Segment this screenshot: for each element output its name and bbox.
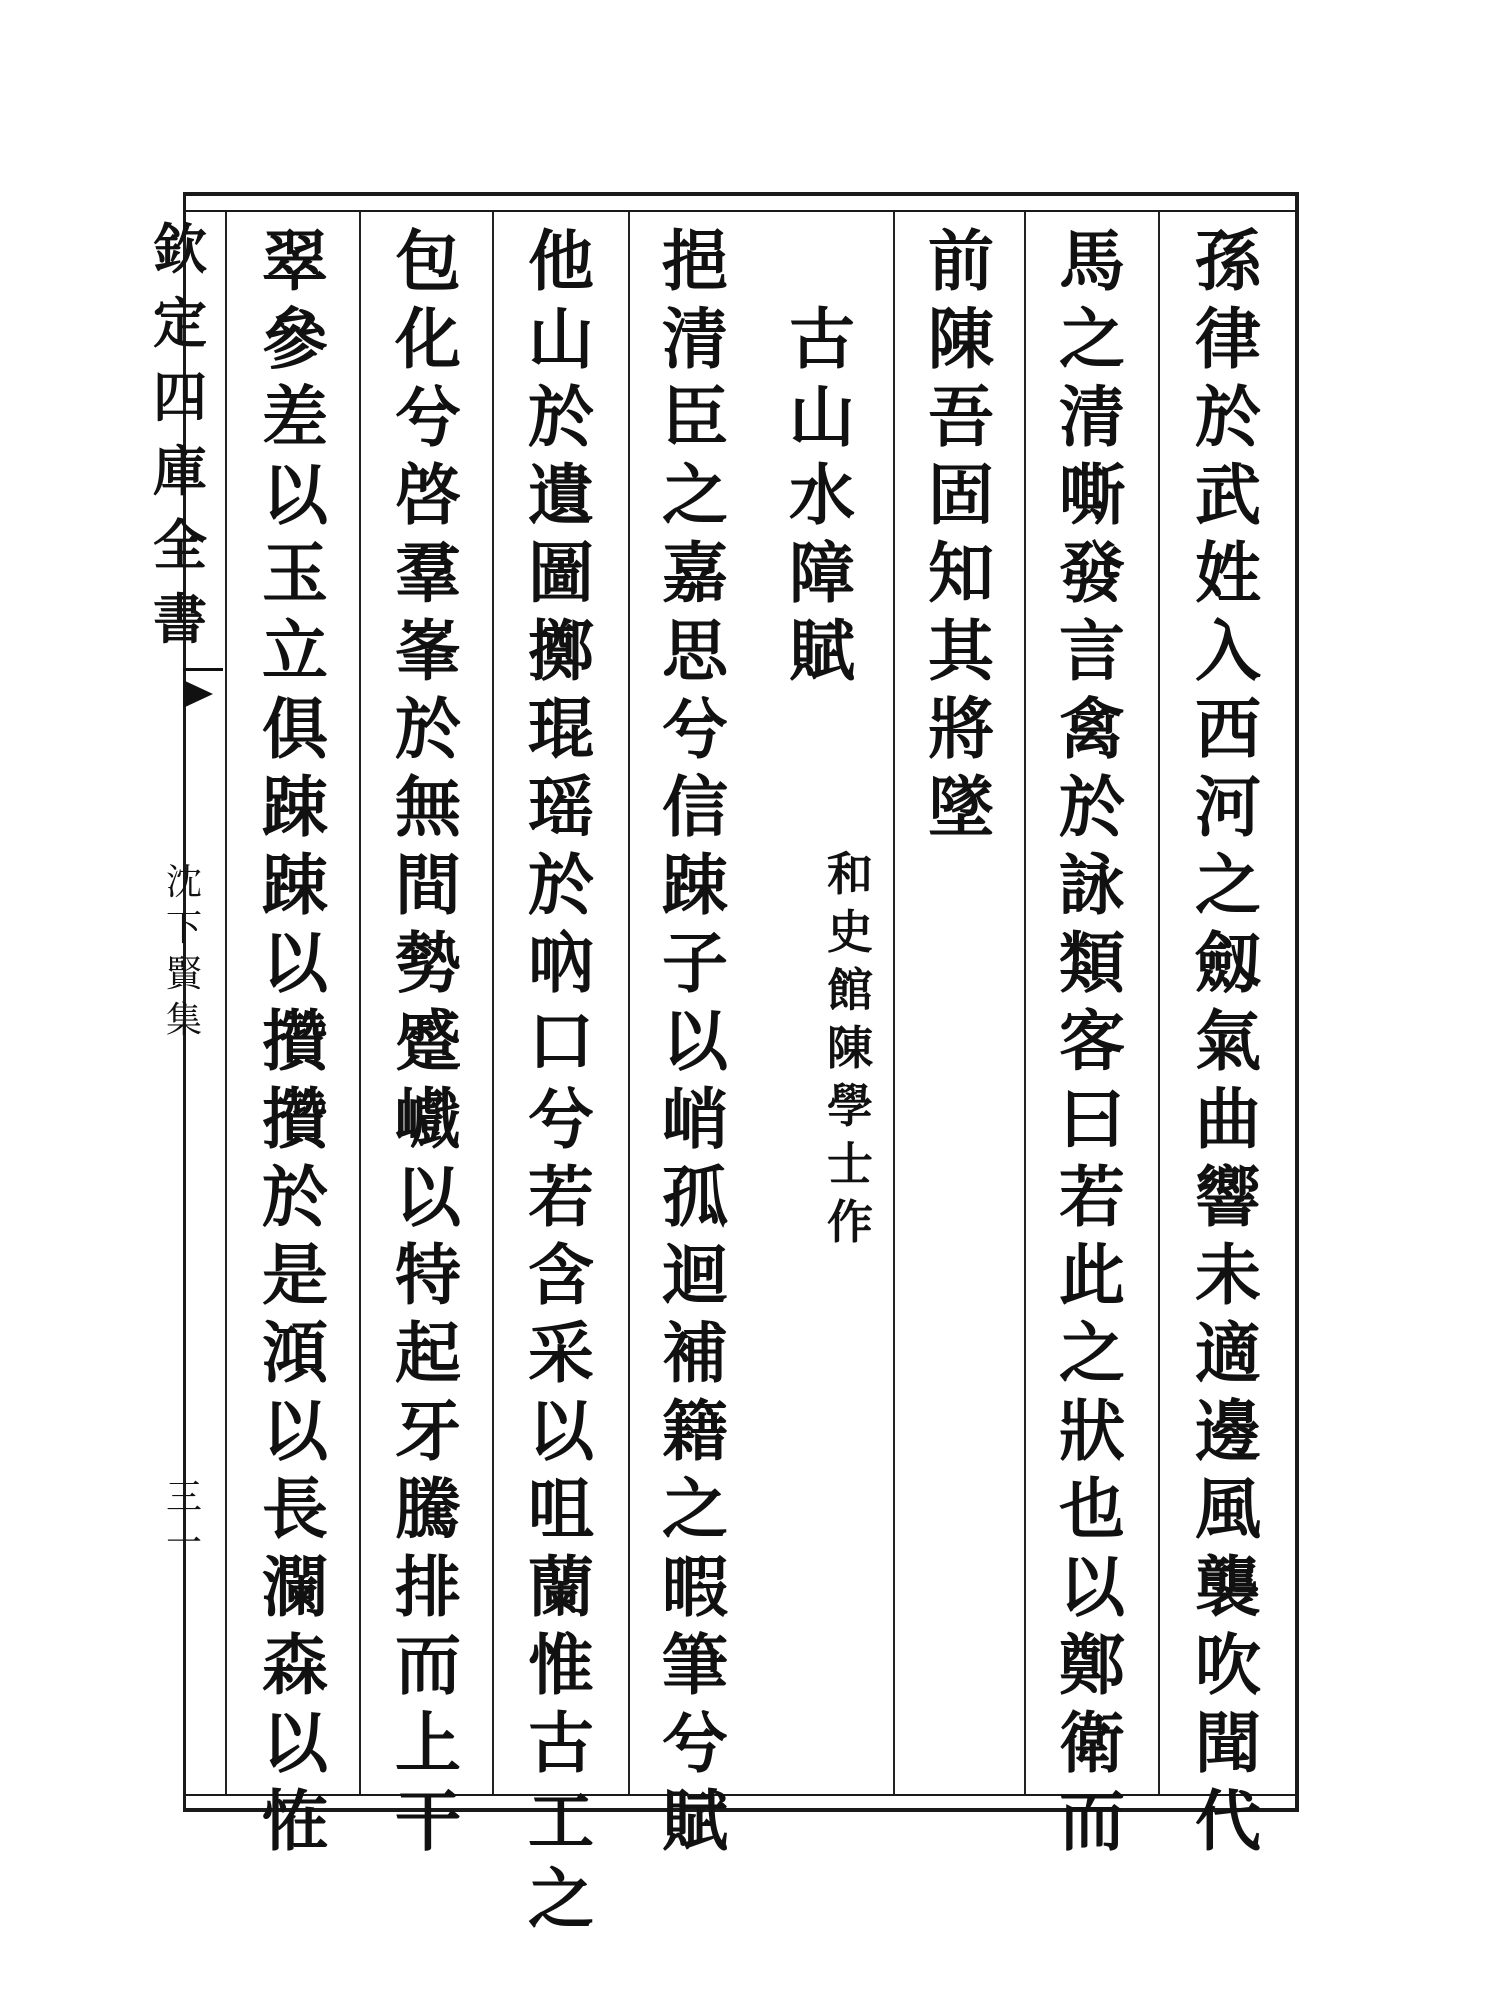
character: 劔 [1195,924,1261,1002]
character: 於 [528,846,594,924]
character: 鄭 [1059,1626,1125,1704]
character: 瑶 [528,768,594,846]
character: 適 [1195,1314,1261,1392]
character: 挹 [662,222,728,300]
character: 森 [262,1626,328,1704]
character: 狀 [1059,1392,1125,1470]
character: 臣 [662,378,728,456]
character: 之 [528,1860,594,1938]
character: 以 [528,1392,594,1470]
character: 前 [928,222,994,300]
character: 山 [528,300,594,378]
character: 峭 [662,1080,728,1158]
character: 騰 [395,1470,461,1548]
text-column [1040,222,1144,1860]
character: 惟 [528,1626,594,1704]
character: 陳 [928,300,994,378]
character: 蹙 [395,1002,461,1080]
character: 賦 [789,612,855,690]
character: 起 [395,1314,461,1392]
character: 古 [789,300,855,378]
character: 集 [165,1000,202,1041]
character: 兮 [662,1704,728,1782]
character: 兮 [662,690,728,768]
character: 於 [1195,378,1261,456]
character: 史 [827,905,873,959]
character: 庫 [153,439,207,503]
character: 聞 [1195,1704,1261,1782]
character: 全 [153,513,207,577]
character: 而 [1059,1782,1125,1860]
character: 言 [1059,612,1125,690]
character: 氣 [1195,1002,1261,1080]
column-divider [628,212,630,1794]
character: 立 [262,612,328,690]
character: 吶 [528,924,594,1002]
character: 類 [1059,924,1125,1002]
character: 詠 [1059,846,1125,924]
character: 含 [528,1236,594,1314]
character: 墜 [928,768,994,846]
text-column [1176,222,1280,1860]
character: 他 [528,222,594,300]
text-column [376,222,480,1860]
fishtail-line [183,668,223,671]
text-column [643,222,747,1860]
character: 干 [395,1782,461,1860]
character: 踈 [262,768,328,846]
character: 而 [395,1626,461,1704]
character: 俱 [262,690,328,768]
character: 四 [153,365,207,429]
character: 之 [1059,300,1125,378]
character: 若 [528,1158,594,1236]
character: 之 [1059,1314,1125,1392]
character: 工 [528,1782,594,1860]
character: 作 [827,1195,873,1249]
character: 啓 [395,456,461,534]
character: 是 [262,1236,328,1314]
character: 之 [1195,846,1261,924]
character: 賢 [165,954,202,995]
character: 補 [662,1314,728,1392]
character: 迴 [662,1236,728,1314]
character: 圖 [528,534,594,612]
essay-byline [820,845,880,1251]
character: 恠 [262,1782,328,1860]
character: 士 [827,1137,873,1191]
character: 口 [528,1002,594,1080]
character: 古 [528,1704,594,1782]
character: 筆 [662,1626,728,1704]
fishtail-mark [183,680,213,708]
character: 沈 [165,862,202,903]
character: 玉 [262,534,328,612]
column-divider [225,212,227,1794]
character: 遺 [528,456,594,534]
character: 羣 [395,534,461,612]
character: 下 [165,908,202,949]
character: 曲 [1195,1080,1261,1158]
character: 無 [395,768,461,846]
character: 翠 [262,222,328,300]
character: 於 [395,690,461,768]
character: 特 [395,1236,461,1314]
character: 籍 [662,1392,728,1470]
character: 西 [1195,690,1261,768]
character: 以 [262,1704,328,1782]
character: 子 [662,924,728,1002]
character: 馬 [1059,222,1125,300]
character: 差 [262,378,328,456]
character: 陳 [827,1021,873,1075]
page-number: 三一 [165,1477,202,1564]
character: 若 [1059,1158,1125,1236]
character: 踈 [262,846,328,924]
character: 也 [1059,1470,1125,1548]
character: 將 [928,690,994,768]
character: 清 [1059,378,1125,456]
character: 孫 [1195,222,1261,300]
character: 山 [789,378,855,456]
character: 排 [395,1548,461,1626]
character: 牙 [395,1392,461,1470]
text-column [243,222,347,1860]
character: 瀾 [262,1548,328,1626]
character: 擲 [528,612,594,690]
column-divider [1158,212,1160,1794]
character: 咀 [528,1470,594,1548]
character: 姓 [1195,534,1261,612]
character: 曰 [1059,1080,1125,1158]
character: 河 [1195,768,1261,846]
collection-name [160,860,208,1044]
character: 之 [662,456,728,534]
character: 間 [395,846,461,924]
character: 學 [827,1079,873,1133]
character: 兮 [528,1080,594,1158]
character: 參 [262,300,328,378]
character: 吾 [928,378,994,456]
character: 兮 [395,378,461,456]
character: 琨 [528,690,594,768]
top-border [183,192,1299,196]
character: 水 [789,456,855,534]
character: 以 [262,456,328,534]
character: 襲 [1195,1548,1261,1626]
character: 吹 [1195,1626,1261,1704]
character: 入 [1195,612,1261,690]
top-inner-border [183,210,1299,212]
character: 律 [1195,300,1261,378]
character: 峯 [395,612,461,690]
character: 欽 [153,217,207,281]
character: 館 [827,963,873,1017]
character: 固 [928,456,994,534]
character: 以 [662,1002,728,1080]
character: 包 [395,222,461,300]
character: 和 [827,847,873,901]
book-title [150,212,210,656]
text-column [509,222,613,1938]
character: 知 [928,534,994,612]
character: 之 [662,1470,728,1548]
right-border [1295,192,1299,1812]
character: 勢 [395,924,461,1002]
character: 長 [262,1470,328,1548]
column-divider [893,212,895,1794]
character: 采 [528,1314,594,1392]
character: 踈 [662,846,728,924]
character: 嘶 [1059,456,1125,534]
character: 風 [1195,1470,1261,1548]
character: 蘭 [528,1548,594,1626]
column-divider [359,212,361,1794]
character: 於 [1059,768,1125,846]
character: 武 [1195,456,1261,534]
character: 攢 [262,1080,328,1158]
character: 孤 [662,1158,728,1236]
character: 客 [1059,1002,1125,1080]
character: 響 [1195,1158,1261,1236]
character: 代 [1195,1782,1261,1860]
text-column [909,222,1013,846]
character: 未 [1195,1236,1261,1314]
character: 信 [662,768,728,846]
column-divider [492,212,494,1794]
character: 嘉 [662,534,728,612]
character: 賦 [662,1782,728,1860]
character: 攢 [262,1002,328,1080]
character: 以 [262,924,328,1002]
character: 其 [928,612,994,690]
column-divider [1024,212,1026,1794]
character: 以 [262,1392,328,1470]
character: 巇 [395,1080,461,1158]
essay-title [770,300,874,690]
character: 思 [662,612,728,690]
character: 於 [528,378,594,456]
character: 暇 [662,1548,728,1626]
character: 障 [789,534,855,612]
character: 以 [1059,1548,1125,1626]
character: 以 [395,1158,461,1236]
character: 衛 [1059,1704,1125,1782]
character: 定 [153,291,207,355]
character: 此 [1059,1236,1125,1314]
character: 化 [395,300,461,378]
character: 禽 [1059,690,1125,768]
character: 清 [662,300,728,378]
character: 於 [262,1158,328,1236]
character: 書 [153,587,207,651]
character: 澒 [262,1314,328,1392]
character: 發 [1059,534,1125,612]
character: 上 [395,1704,461,1782]
character: 邊 [1195,1392,1261,1470]
